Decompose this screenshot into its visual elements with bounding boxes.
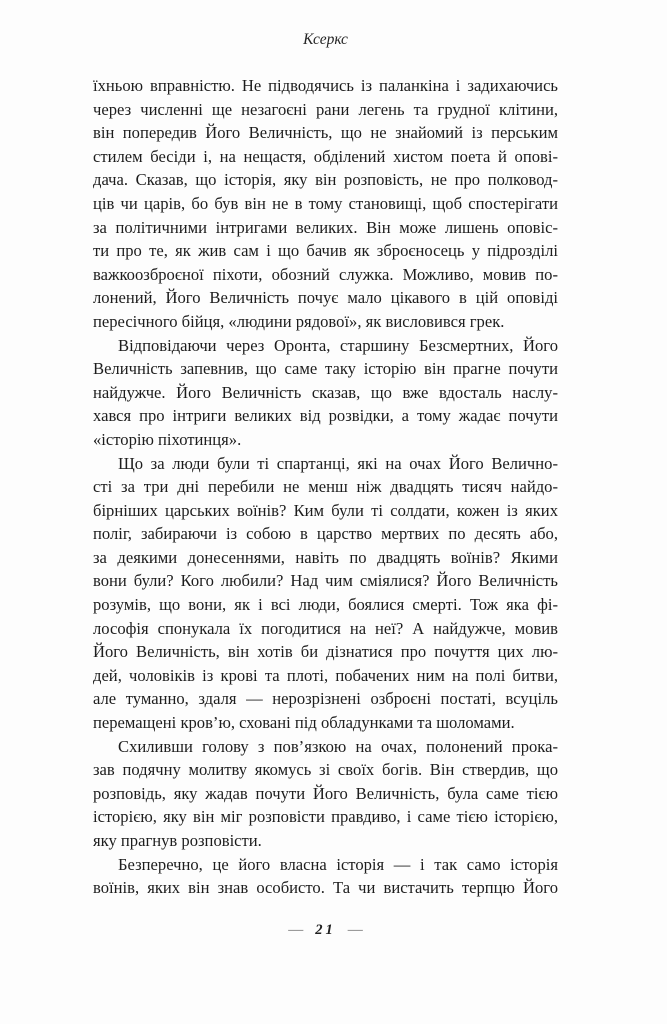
body-line: стилем бесіди і, на нещастя, обділений хистом поета й опові- xyxy=(93,146,558,166)
body-line: через численні ще незагоєні рани легень та грудної клітини, xyxy=(93,99,558,119)
body-line: сті за три дні перебили не менш ніж двадцять тисяч найдо- xyxy=(93,477,558,497)
page-number: 21 xyxy=(315,922,336,938)
body-line: хався про інтриги великих від розвідки, а тому жадає почути xyxy=(93,406,558,426)
body-line: перемащені кров’ю, сховані під обладунками та шоломами. xyxy=(93,713,515,733)
body-line: бірніших царських воїнів? Ким були ті солдати, кожен із яких xyxy=(93,500,558,520)
body-line: він попередив Його Величність, що не знайомий із перським xyxy=(93,123,558,143)
body-line: «історію піхотинця». xyxy=(93,429,242,449)
body-line: дача. Сказав, що історія, яку він розповість, не про полковод- xyxy=(93,170,558,190)
body-line: Що за люди були ті спартанці, які на очах Його Велично- xyxy=(118,453,558,473)
body-line: зав подячну молитву якомусь зі своїх богів. Він ствердив, що xyxy=(93,760,558,780)
body-line: лонений, Його Величність почує мало цікавого в цій оповіді xyxy=(93,288,558,308)
body-line: лософія спонукала їх погодитися на неї? А найдужче, мовив xyxy=(93,618,558,638)
body-line: за деякими донесеннями, навіть по двадцять воїнів? Якими xyxy=(93,547,558,567)
body-line: їхньою вправністю. Не підводячись із паланкіна і задихаючись xyxy=(93,76,558,95)
footer-dash-right: — xyxy=(347,922,363,938)
paragraph xyxy=(93,735,558,853)
body-line: пересічного бійця, «людини рядової», як висловився грек. xyxy=(93,311,505,331)
paragraph xyxy=(93,853,558,900)
page-footer xyxy=(93,922,558,939)
body-line: історією, яку він міг розповісти правдиво, і саме тією історією, xyxy=(93,807,558,827)
body-line: ти про те, як жив сам і що бачив як зброєносець у підрозділі xyxy=(93,241,558,261)
body-line: Схиливши голову з пов’язкою на очах, полонений прока- xyxy=(118,736,558,756)
body-line: за політичними інтригами великих. Він може лишень оповіс- xyxy=(93,217,558,237)
body-line: вони були? Кого любили? Над чим сміялися? Його Величність xyxy=(93,571,558,591)
body-line: поліг, забираючи із собою в царство мертвих по десять або, xyxy=(93,524,558,544)
body-line: воїнів, яких він знав особисто. Та чи вистачить терпцю Його xyxy=(93,878,558,898)
footer-dash-left: — xyxy=(288,922,304,938)
body-line: розумів, що вони, як і всі люди, боялися смерті. Тож яка фі- xyxy=(93,595,558,615)
body-line: Відповідаючи через Оронта, старшину Безсмертних, Його xyxy=(118,335,558,355)
body-line: Величність запевнив, що саме таку історію він прагне почути xyxy=(93,359,558,379)
body-line: розповідь, яку жадав почути Його Величність, була саме тією xyxy=(93,783,558,803)
body-line: Безперечно, це його власна історія — і так само історія xyxy=(118,854,558,874)
paragraph xyxy=(93,334,558,452)
body-line: Його Величність, він хотів би дізнатися про почуття цих лю- xyxy=(93,642,558,662)
body-line: але туманно, здаля — нерозрізнені озброєні постаті, всуціль xyxy=(93,689,558,709)
body-line: найдужче. Його Величність сказав, що вже вдосталь наслу- xyxy=(93,382,558,402)
body-line: яку прагнув розповісти. xyxy=(93,831,262,850)
body-line: важкоозброєної піхоти, обозний служка. Можливо, мовив по- xyxy=(93,264,558,284)
paragraph xyxy=(93,452,558,735)
body-text xyxy=(93,74,558,900)
running-header: Ксеркс xyxy=(303,31,348,48)
body-line: дей, чоловіків із крові та плоті, побачених ним на полі битви, xyxy=(93,665,558,685)
body-line: ців чи царів, бо був він не в тому становищі, щоб спостерігати xyxy=(93,193,558,213)
paragraph xyxy=(93,74,558,334)
